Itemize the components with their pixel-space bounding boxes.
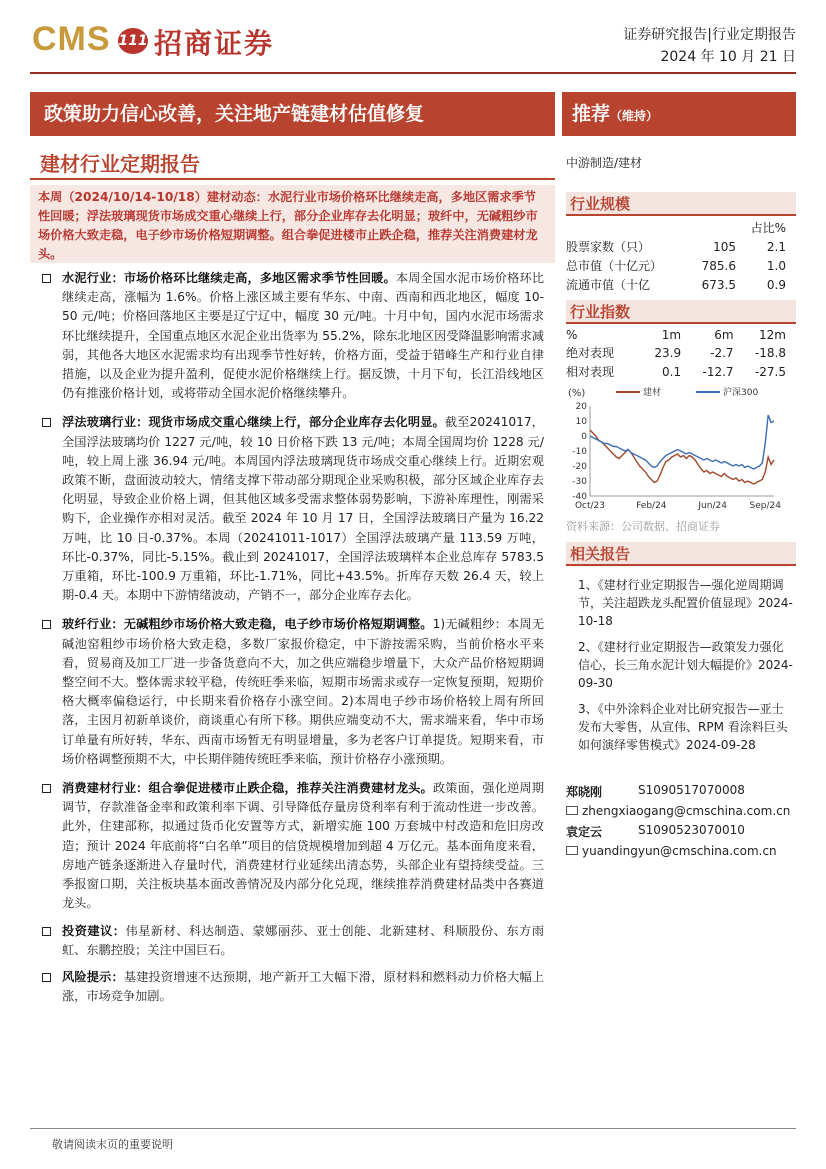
bullet-body: 1)无碱粗纱：本周无碱池窑粗纱市场价格大致走稳，多数厂家报价稳定，中下游按需采购，当前价格水平来看，贸易商及加工厂进一步备货意向不大，加之供应端稳步增量下，大众产品价格短期调整空间不大。整体需求较平稳，传统旺季来临，短期市场需求或存一定恢复预期，短期价格大概率偏稳运行，中长期来看价格存小涨空间。2)本周电子纱市场价格较上周有所回落，主因月初新单谈价，商谈重心有所下移。期供应端变动不大，需求端来看，华中市场订单量有所好转，华东、西南市场暂无有明显增量，多为老客户订单提货。短期来看，市场价格调整预期不大，中长期伴随传统旺季来临，预计价格存小涨预期。 <box>62 617 545 766</box>
y-tick-label: 10 <box>575 417 587 427</box>
brand-logo-text: CMS <box>32 20 111 58</box>
index-header: 12m <box>759 327 786 342</box>
index-header: 1m <box>661 327 682 342</box>
bullet-body: 截至20241017，全国浮法玻璃均价 1227 元/吨，较 10 日价格下跌 13 元/吨；本周全国周均价 1228 元/吨，较上周上涨 36.94 元/吨。本周国内浮法玻璃现货市场成交重心继续上行。近期宏观政策不断，盘面波动较大，情绪支撑下带动部分期现企业采购积极，部分区域企业库存去化明显，导致企业价格上调，但其他区域多受需求整体弱势影响，下游补库理性，刚需采购下，企业操作亦相对灵活。截至 2024 年 10 月 17 日，全国浮法玻璃日产量为 16.22 万吨，比 10 日-0.37%。本周（20241011-1017）全国浮法玻璃产量 113.59 万吨，环比-0.37%，同比-5.15%。截止到 20241017，全国浮法玻璃样本企业总库存 5783.5 万重箱，环比-100.9 万重箱，环比-1.71%，同比+43.5%。折库存天数 26.4 天，较上期-0.4 天。本期中下游情绪波动，产销不一，部分企业库存去化。 <box>62 415 544 603</box>
bullet-head: 消费建材行业：组合拳促进楼市止跌企稳，推荐关注消费建材龙头。 <box>62 781 433 796</box>
analyst-block <box>566 783 790 858</box>
analyst-email[interactable]: zhengxiaogang@cmschina.com.cn <box>582 804 791 818</box>
analyst-name: 郑晓刚 <box>566 785 603 799</box>
analyst-name: 袁定云 <box>566 825 603 839</box>
table-row <box>566 237 786 256</box>
footer-divider <box>30 1128 796 1129</box>
bullet-marker <box>42 620 51 629</box>
pct-header: 占比% <box>750 221 786 235</box>
summary-box: 本周（2024/10/14-10/18）建材动态：水泥行业市场价格环比继续走高，多地区需求季节性回暖；浮法玻璃现货市场成交重心继续上行，部分企业库存去化明显；玻纤中，无碱粗纱市场价格大致走稳，电子纱市场价格短期调整。组合拳促进楼市止跌企稳，推荐关注消费建材龙头。 <box>30 185 555 263</box>
bullet-marker <box>42 274 51 283</box>
x-tick-label: Sep/24 <box>749 501 781 511</box>
document-type: 证券研究报告|行业定期报告 <box>623 27 796 43</box>
x-tick-label: Feb/24 <box>636 501 667 511</box>
related-title: 相关报告 <box>566 542 796 566</box>
scale-value: 105 <box>713 239 736 254</box>
email-icon <box>566 846 578 855</box>
scale-table <box>566 218 786 294</box>
header-divider <box>30 72 796 74</box>
report-subtitle: 建材行业定期报告 <box>40 152 200 176</box>
index-value: -12.7 <box>702 364 734 379</box>
bullet-cement <box>42 269 544 403</box>
y-axis-label: (%) <box>568 388 586 399</box>
scale-value: 673.5 <box>701 277 736 292</box>
analyst-id: S1090523070010 <box>638 823 745 837</box>
rating-sub: （维持） <box>610 109 659 123</box>
rating: 推荐 <box>572 103 611 125</box>
analyst-email-row <box>566 804 790 818</box>
report-title: 政策助力信心改善，关注地产链建材估值修复 <box>30 92 555 136</box>
index-value: -27.5 <box>754 364 786 379</box>
y-tick-label: 0 <box>581 432 587 442</box>
index-header: 6m <box>714 327 734 342</box>
brand-logo-badge: 111 <box>118 28 148 54</box>
bullet-marker <box>42 784 51 793</box>
bullet-body: 伟星新材、科达制造、蒙娜丽莎、亚士创能、北新建材、科顺股份、东方雨虹、东鹏控股；关注中国巨石。 <box>62 923 545 957</box>
analyst-email[interactable]: yuandingyun@cmschina.com.cn <box>582 844 777 858</box>
analyst-row <box>566 783 790 800</box>
scale-pct: 0.9 <box>766 277 786 292</box>
subtitle-divider <box>30 178 555 180</box>
legend-label: 建材 <box>643 388 662 398</box>
index-section <box>566 300 796 381</box>
bullet-head: 投资建议： <box>62 923 126 938</box>
index-value: -2.7 <box>710 345 734 360</box>
bullet-list <box>42 266 544 1006</box>
sector-label: 中游制造/建材 <box>566 156 643 170</box>
index-title: 行业指数 <box>566 300 796 324</box>
table-row <box>566 343 786 362</box>
chart-source: 资料来源：公司数据、招商证券 <box>566 520 720 533</box>
bullet-fiberglass <box>42 615 544 769</box>
index-header: % <box>566 327 578 342</box>
scale-label: 流通市值（十亿 <box>566 278 651 292</box>
table-row <box>566 218 786 237</box>
index-chart-svg <box>566 384 796 514</box>
footer-note: 敬请阅读末页的重要说明 <box>52 1138 173 1151</box>
x-tick-label: Jun/24 <box>698 501 727 511</box>
y-tick-label: -20 <box>572 462 587 472</box>
scale-label: 股票家数（只） <box>566 240 651 254</box>
table-row <box>566 362 786 381</box>
bullet-body: 本周全国水泥市场价格环比继续走高，涨幅为 1.6%。价格上涨区域主要有华东、中南、西南和西北地区，幅度 10-50 元/吨；价格回落地区主要是辽宁辽中，幅度 30 元/吨。十月中旬，国内水泥市场需求环比继续提升，全国重点地区水泥企业出货率为 55.2%，除东北地区因受降温影响需求减弱，其他各大地区水泥需求均有出现季节性好转，价格方面，受益于错峰生产和行业自律措施，以及企业为提升盈利，促使水泥价格继续上行。据反馈，十月下旬，长江沿线地区仍有推涨价格计划，或将带动全国水泥价格继续攀升。 <box>62 271 545 401</box>
x-tick-label: Oct/23 <box>574 501 606 511</box>
analyst-id: S1090517070008 <box>638 783 745 797</box>
bullet-head: 水泥行业：市场价格环比继续走高，多地区需求季节性回暖。 <box>62 271 396 285</box>
related-section <box>566 542 796 754</box>
series-line-0 <box>590 430 774 484</box>
scale-value: 785.6 <box>701 258 736 273</box>
bullet-investment <box>42 922 544 960</box>
related-item[interactable]: 3、《中外涂料企业对比研究报告—亚士发布大零售，从宣伟、RPM 看涂料巨头如何演绎零售模式》2024-09-28 <box>578 702 788 752</box>
index-label: 相对表现 <box>566 365 615 379</box>
index-value: -18.8 <box>754 345 786 360</box>
bullet-head: 风险提示： <box>62 969 124 984</box>
bullet-glass <box>42 413 544 605</box>
analyst-email-row <box>566 844 790 858</box>
y-tick-label: -10 <box>572 447 587 457</box>
index-chart <box>566 384 796 518</box>
bullet-marker <box>42 973 51 982</box>
bullet-body: 基建投资增速不达预期，地产新开工大幅下滑，原材料和燃料动力价格大幅上涨，市场竞争加剧。 <box>62 969 545 1004</box>
related-item[interactable]: 1、《建材行业定期报告—强化逆周期调节，关注超跌龙头配置价值显现》2024-10-18 <box>578 578 793 628</box>
bullet-risk <box>42 968 544 1006</box>
related-item[interactable]: 2、《建材行业定期报告—政策发力强化信心，长三角水泥计划大幅提价》2024-09-30 <box>578 640 793 690</box>
index-value: 0.1 <box>662 364 682 379</box>
index-value: 23.9 <box>654 345 682 360</box>
bullet-marker <box>42 927 51 936</box>
scale-title: 行业规模 <box>566 192 796 216</box>
scale-pct: 2.1 <box>766 239 786 254</box>
scale-section <box>566 192 796 294</box>
y-tick-label: -30 <box>572 477 587 487</box>
report-date: 2024 年 10 月 21 日 <box>660 49 796 65</box>
table-row <box>566 326 786 343</box>
table-row <box>566 256 786 275</box>
legend-label: 沪深300 <box>723 388 759 398</box>
scale-pct: 1.0 <box>766 258 786 273</box>
index-table <box>566 326 786 381</box>
y-tick-label: -40 <box>572 492 587 502</box>
table-row <box>566 275 786 294</box>
analyst-row <box>566 823 790 840</box>
bullet-head: 浮法玻璃行业：现货市场成交重心继续上行，部分企业库存去化明显。 <box>62 415 445 430</box>
y-tick-label: 20 <box>575 402 587 412</box>
bullet-head: 玻纤行业：无碱粗纱市场价格大致走稳，电子纱市场价格短期调整。 <box>62 617 433 632</box>
index-label: 绝对表现 <box>566 346 615 360</box>
series-line-1 <box>590 415 774 469</box>
bullet-body: 政策面，强化逆周期调节，存款准备金率和政策利率下调、引导降低存量房贷利率有利于流动性进一步改善。此外，住建部称，拟通过货币化安置等方式，新增实施 100 万套城中村改造和危旧房改造；预计 2024 年底前将“白名单”项目的信贷规模增加到超 4 万亿元。基本面角度来看，房地产链条逐渐进入存量时代，消费建材行业延续出清态势，头部企业有望持续受益。三季报窗口期，关注板块基本面改善情况及内部分化兑现，继续推荐消费建材品类中各赛道龙头。 <box>62 781 545 911</box>
email-icon <box>566 806 578 815</box>
scale-label: 总市值（十亿元） <box>566 259 663 273</box>
rating-banner <box>562 92 796 136</box>
bullet-marker <box>42 418 51 427</box>
bullet-consumer <box>42 779 544 913</box>
brand-name: 招商证券 <box>154 27 275 60</box>
